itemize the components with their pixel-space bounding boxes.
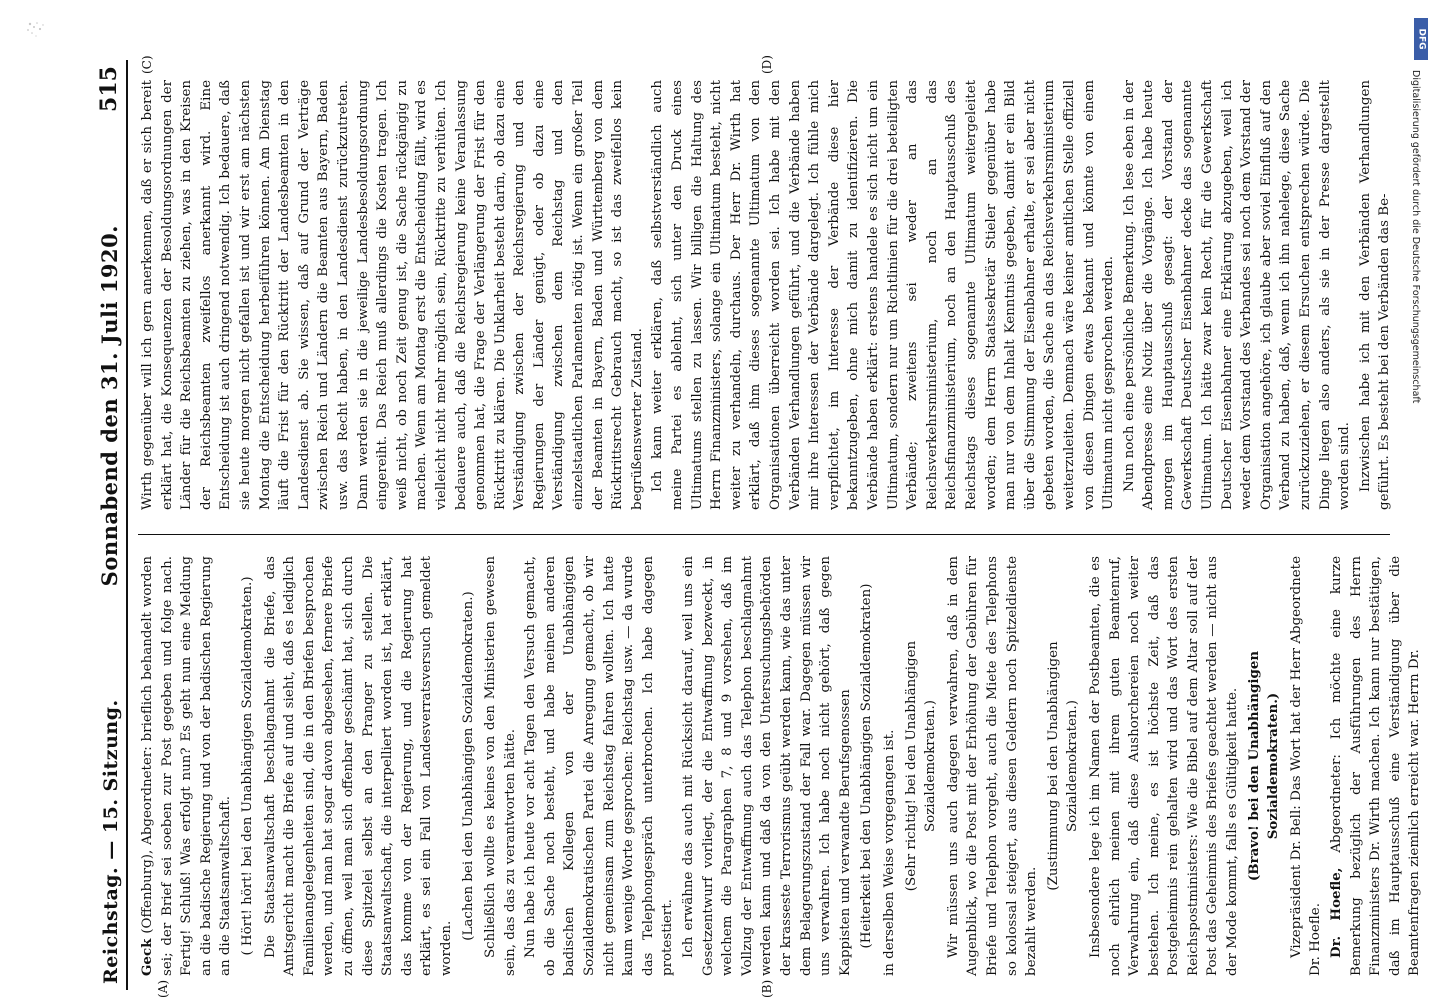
paragraph: Wir müssen uns auch dagegen verwahren, daß in dem Augenblick, wo die Post mit der Erhöhung der Gebühren für Briefe und Telephon vorgeht, auch die Miete des Telephons so kolossal steigert, aus diesen Geldern noch Spitzeldienste bezahlt werden. <box>945 556 1040 976</box>
scan-smudge <box>22 18 52 44</box>
reaction-note: (Heiterkeit bei den Unabhängigen Sozialdemokraten) <box>859 583 875 949</box>
paragraph: Wirth gegenüber will ich gern anerkennen, daß er sich bereit erklärt hat, die Konsequenzen der Besoldungsordnungen der Länder für die Reichsbeamten zu ziehen, was in den Kreisen der Reichsbeamten zweifellos anerkannt wird. Eine Entscheidung ist auch dringend notwendig. Ich bedauere, daß sie heute morgen nicht gefallen ist und wir erst am nächsten Montag die Entscheidung herbeiführen können. Am Dienstag läuft die Frist für den Rücktritt der Landesbeamten in den Landesdienst ab. Sie wissen, daß auf Grund der Verträge zwischen Reich und Ländern die Beamten aus Bayern, Baden usw. das Recht haben, in den Landesdienst zurückzutreten. Dann werden sie in die jeweilige Landesbesoldungsordnung eingereiht. Das Reich muß allerdings die Kosten tragen. Ich weiß nicht, ob noch Zeit genug ist, die Sache rückgängig zu machen. Wenn am Montag erst die Entscheidung fällt, wird es vielleicht nicht mehr möglich sein, Rücktritte zu verhüten. Ich bedauere auch, daß die Reichsregierung keine Veranlassung genommen hat, die Frage der Verlängerung der Frist für den Rücktritt zu klären. Die Unklarheit besteht darin, ob dazu eine Verständigung zwischen der Reichsregierung und den Regierungen der Länder genügt, oder ob dazu eine Verständigung zwischen dem Reichstag und den einzelstaatlichen Parlamenten nötig ist. Wenn ein großer Teil der Beamten in Bayern, Baden und Württemberg von dem Rücktrittsrecht Gebrauch macht, so ist das zweifellos kein begrüßenswerter Zustand. <box>140 80 645 510</box>
header-date: Sonnabend den 31. Juli 1920. <box>97 225 122 587</box>
scanned-page <box>60 50 1423 1000</box>
speaker-name: Dr. Hoefle, <box>1328 867 1345 958</box>
margin-mark-c: (C) <box>140 55 154 74</box>
paragraph: Ich erwähne das auch mit Rücksicht darauf, weil uns ein Gesetzentwurf vorliegt, der die Entwaffnung bezweckt, in welchem die Paragraphen 7, 8 und 9 vorsehen, daß im Vollzug der Entwaffnung auch das Telephon beschlagnahmt werden kann und daß da von den Untersuchungsbehörden der krasseste Terrorismus geübt werden kann, wie das unter dem Belagerungszustand der Fall war. Dagegen müssen wir uns verwahren. Ich habe noch nicht gehört, daß gegen Kappisten und verwandte Berufsgenossen <box>681 556 853 976</box>
margin-mark-a: (A) <box>156 979 170 998</box>
paragraph: Insbesondere lege ich im Namen der Postbeamten, die es noch ehrlich meinen mit ihrem guten Beamtenruf, Verwahrung ein, daß diese Aushorchereien noch weiter bestehen. Ich meine, es ist höchste Zeit, daß das Postgeheimnis rein gehalten wird und das Wort des ersten Reichspostministers: Wie die Bibel auf dem Altar soll auf der Post das Geheimnis des Briefes geachtet werden — nicht aus der Mode kommt, falls es Gültigkeit hatte. <box>1087 556 1241 976</box>
reaction-note: (Sehr richtig! bei den Unabhängigen Sozialdemokraten.) <box>903 640 939 892</box>
reaction-note: (Zustimmung bei den Unabhängigen Sozialdemokraten.) <box>1045 641 1081 891</box>
left-column <box>138 555 1423 976</box>
margin-mark-b: (B) <box>760 979 774 998</box>
paragraph <box>138 556 236 976</box>
reaction-note: (Lachen bei den Unabhängigen Sozialdemokraten.) <box>460 591 476 941</box>
page-header <box>92 60 128 990</box>
paragraph: Nun habe ich heute vor acht Tagen den Versuch gemacht, ob die Sache noch besteht, und habe meinen anderen badischen Kollegen von der Unabhängigen Sozialdemokratischen Partei die Anregung gemacht, ob wir nicht gemeinsam zum Reichstag fahren wollten. Ich hatte kaum wenige Worte gesprochen: Reichstag usw. — da wurde das Telephongespräch unterbrochen. Ich habe dagegen protestiert. <box>523 556 676 976</box>
dfg-attribution-text: Digitalisierung gefördert durch die Deutsche Forschungsgemeinschaft <box>1410 70 1421 404</box>
paragraph <box>1327 556 1425 976</box>
paragraph: Vizepräsident Dr. Bell: Das Wort hat der Herr Abgeordnete Dr. Hoefle. <box>1288 556 1324 976</box>
reaction-note: ( Hört! hört! bei den Unabhängigen Sozialdemokraten.) <box>239 576 255 956</box>
reaction-note: (Bravo! bei den Unabhängigen Sozialdemokraten.) <box>1245 650 1282 882</box>
dfg-logo-text: DFG <box>1416 28 1427 50</box>
paragraph: Nun noch eine persönliche Bemerkung. Ich lese eben in der Abendpresse eine Notiz über die Vorgänge. Ich habe heute morgen im Hauptausschuß gesagt: der Vorstand der Gewerkschaft Deutscher Eisenbahner decke das sogenannte Ultimatum. Ich hätte zwar kein Recht, für die Gewerkschaft Deutscher Eisenbahner eine Erklärung abzugeben, weil ich weder dem Vorstand des Verbandes sei noch dem Vorstand der Organisation angehöre, ich glaube aber soviel Einfluß auf den Verband zu haben, daß, wenn ich ihn nahelege, diese Sache zurückzuziehen, er diesem Ersuchen entsprechen würde. Die Dinge liegen also anders, als sie in der Presse dargestellt worden sind. <box>1121 80 1353 510</box>
paragraph: Die Staatsanwaltschaft beschlagnahmt die Briefe, das Amtsgericht macht die Briefe auf und sieht, daß es lediglich Familienangelegenheiten sind, die in den Briefen besprochen werden, und man hat sogar davon abgesehen, fernere Briefe zu öffnen, weil man sich offenbar geschämt hat, sich durch diese Spitzelei selbst an den Pranger zu stellen. Die Staatsanwaltschaft, die interpelliert worden ist, hat erklärt, das komme von der Regierung, und die Regierung hat erklärt, es sei ein Fall von Landesverratsversuch gemeldet worden. <box>262 556 454 976</box>
dfg-logo <box>1414 18 1428 60</box>
header-title: Reichstag. — 15. Sitzung. <box>100 699 122 984</box>
column-divider <box>138 534 1390 535</box>
paragraph: Schließlich wollte es keines von den Ministerien gewesen sein, das das zu verantworten hätte. <box>483 556 518 976</box>
paragraph: in derselben Weise vorgegangen ist. <box>881 729 897 976</box>
dfg-attribution <box>1410 10 1429 990</box>
paragraph-text: Abgeordneter: Ich möchte eine kurze Bemerkung bezüglich der Ausführungen des Herrn Finanzministers Dr. Wirth machen. Ich kann nur bestätigen, daß im Hauptausschuß eine Verständigung über die Beamtenfragen ziemlich erreicht war. Herrn Dr. <box>1329 555 1423 976</box>
paragraph: Ich kann weiter erklären, daß selbstverständlich auch meine Partei es ablehnt, sich unter den Druck eines Ultimatums stellen zu lassen. Wir billigen die Haltung des Herrn Finanzministers, solange ein Ultimatum besteht, nicht weiter zu verhandeln, durchaus. Der Herr Dr. Wirth hat erklärt, daß ihm dieses sogenannte Ultimatum von den Organisationen überreicht worden sei. Ich habe mit den Verbänden Verhandlungen geführt, und die Verbände haben mir ihre Interessen der Verbände dargelegt. Ich fühle mich verpflichtet, im Interesse der Verbände diese hier bekanntzugeben, ohne mich damit zu identifizieren. Die Verbände haben erklärt: erstens handele es sich nicht um ein Ultimatum, sondern nur um Richtlinien für die drei beteiligten Verbände; zweitens sei weder an das Reichsverkehrsministerium, noch an das Reichsfinanzministerium, noch an den Hauptausschuß des Reichstags dieses sogenannte Ultimatum weitergeleitet worden; dem Herrn Staatssekretär Stieler gegenüber habe man nur von dem Inhalt Kenntnis gegeben, damit er ein Bild über die Stimmung der Eisenbahner erhalte, er sei aber nicht gebeten worden, die Sache an das Reichsverkehrsministerium weiterzuleiten. Demnach wäre keiner amtlichen Stelle offiziell von diesen Dingen etwas bekannt und könnte von einem Ultimatum nicht gesprochen werden. <box>650 80 1117 510</box>
speaker-name: Geck <box>139 938 155 976</box>
paragraph: Inzwischen habe ich mit den Verbänden Verhandlungen geführt. Es besteht bei den Verbänden das Be- <box>1357 80 1393 510</box>
margin-mark-d: (D) <box>760 55 774 74</box>
paragraph-text: brieflich behandelt worden sei; der Brief sei soeben zur Post gegeben und folge nach. Fertig! Schluß! Was erfolgt nun? Es geht nun eine Meldung an die badische Regierung und von der badischen Regierung an die Staatsanwaltschaft. <box>140 556 234 976</box>
right-column <box>138 80 1393 510</box>
speaker-note: (Offenburg), Abgeordneter: <box>140 746 155 934</box>
page-number: 515 <box>96 66 122 112</box>
